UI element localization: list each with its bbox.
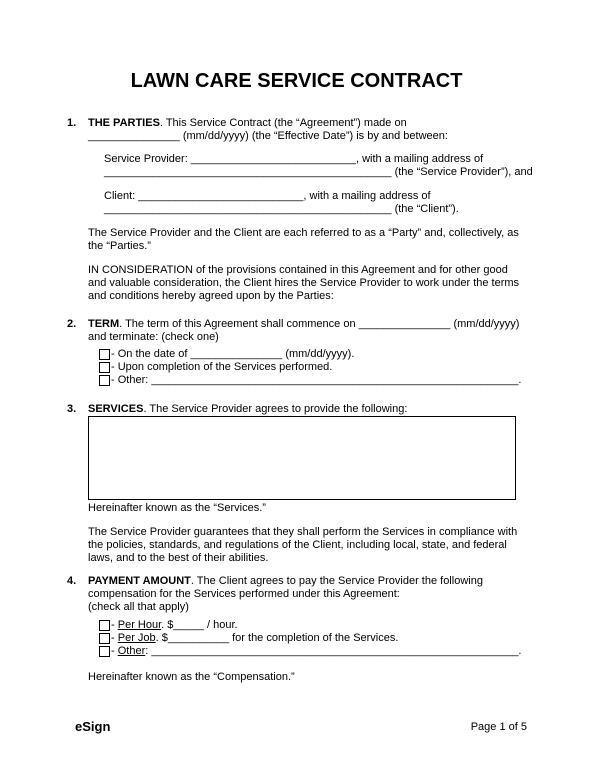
section-1-heading: THE PARTIES xyxy=(88,117,160,129)
payment-option-rest[interactable]: . $_____ / hour. xyxy=(161,619,238,631)
document-title: LAWN CARE SERVICE CONTRACT xyxy=(130,70,463,92)
service-provider-address-line[interactable]: _______________________________________________ (the “Service Provider”), and xyxy=(104,166,533,178)
consideration-paragraph: IN CONSIDERATION of the provisions contained in this Agreement and for other good and valuable consideration, the Client hires the Service Provider to work under the terms and conditions hereby agreed upon by the Parties: xyxy=(88,264,520,302)
section-1-line-1 xyxy=(88,117,407,130)
term-checkbox-completion[interactable] xyxy=(99,362,110,373)
section-3-line-1 xyxy=(88,403,407,416)
term-option-date: - On the date of _______________ (mm/dd/yyyy). xyxy=(111,348,355,360)
section-2-heading: TERM xyxy=(88,318,120,330)
section-number-4: 4. xyxy=(67,575,77,587)
client-name-line[interactable]: Client: ___________________________, with a mailing address of xyxy=(104,190,431,202)
payment-option-other xyxy=(111,645,521,658)
payment-option-rest[interactable]: . $__________ for the completion of the Services. xyxy=(155,632,399,644)
payment-hereinafter: Hereinafter known as the “Compensation.” xyxy=(88,671,295,683)
payment-option-label: Per Hour xyxy=(117,619,162,631)
client-address-line[interactable]: _______________________________________________ (the “Client”). xyxy=(104,203,459,215)
payment-check-instruction: (check all that apply) xyxy=(88,601,189,613)
term-checkbox-other[interactable] xyxy=(99,375,110,386)
services-text-box[interactable] xyxy=(88,416,516,500)
payment-option-label: Per Job xyxy=(117,632,156,644)
payment-option-rest[interactable]: : ____________________________________________________________. xyxy=(145,645,522,657)
section-3-heading: SERVICES xyxy=(88,403,144,415)
term-option-completion: - Upon completion of the Services performed. xyxy=(111,361,333,373)
page-number: Page 1 of 5 xyxy=(470,721,527,733)
services-guarantee-paragraph: The Service Provider guarantees that they shall perform the Services in compliance with the policies, standards, and regulations of the Client, including local, state, and federal laws, and to the best of their abilities. xyxy=(88,526,518,564)
payment-option-prefix: - xyxy=(111,619,118,631)
term-commence-text: . The term of this Agreement shall commence on _______________ (mm/dd/yyyy) xyxy=(119,318,520,330)
section-4-heading: PAYMENT AMOUNT xyxy=(88,575,191,587)
section-number-3: 3. xyxy=(67,403,77,415)
effective-date-line[interactable]: _______________ (mm/dd/yyyy) (the “Effective Date”) is by and between: xyxy=(88,130,448,142)
payment-intro-line-2: compensation for the Services performed under this Agreement: xyxy=(88,588,400,600)
payment-checkbox-other[interactable] xyxy=(99,646,110,657)
parties-paragraph: The Service Provider and the Client are each referred to as a “Party” and, collectively, as the “Parties.” xyxy=(88,227,519,252)
payment-option-label: Other xyxy=(117,645,146,657)
section-1-intro: . This Service Contract (the “Agreement”) made on xyxy=(159,117,407,129)
section-2-line-1 xyxy=(88,318,519,331)
payment-option-prefix: - xyxy=(111,632,118,644)
payment-option-prefix: - xyxy=(111,645,118,657)
payment-option-per-job xyxy=(111,632,398,645)
term-option-other: - Other: ____________________________________________________________. xyxy=(111,374,522,386)
payment-checkbox-per-hour[interactable] xyxy=(99,620,110,631)
payment-checkbox-per-job[interactable] xyxy=(99,633,110,644)
payment-option-per-hour xyxy=(111,619,238,632)
section-number-2: 2. xyxy=(67,318,77,330)
section-number-1: 1. xyxy=(67,117,77,129)
term-checkbox-date[interactable] xyxy=(99,349,110,360)
term-terminate-text: and terminate: (check one) xyxy=(88,331,219,343)
service-provider-name-line[interactable]: Service Provider: ___________________________, with a mailing address of xyxy=(104,153,484,165)
payment-intro: . The Client agrees to pay the Service Provider the following xyxy=(190,575,483,587)
esign-logo: eSign xyxy=(75,719,111,734)
section-4-line-1 xyxy=(88,575,483,588)
services-intro: . The Service Provider agrees to provide the following: xyxy=(143,403,408,415)
services-hereinafter: Hereinafter known as the “Services.” xyxy=(88,502,266,514)
